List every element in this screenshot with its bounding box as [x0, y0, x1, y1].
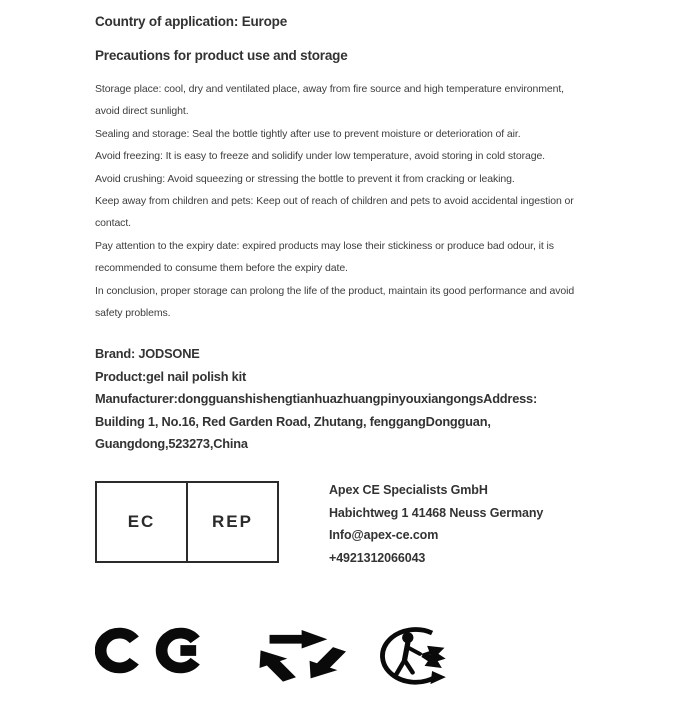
ce-mark-icon — [95, 627, 219, 674]
product-line: Product:gel nail polish kit — [95, 368, 247, 384]
rep-email: Info@apex-ce.com — [329, 528, 439, 543]
brand-line: Brand: JODSONE — [95, 346, 200, 361]
precaution-line: recommended to consume them before the expiry date. — [95, 262, 348, 275]
product-info-block — [95, 343, 537, 456]
manufacturer-line: Manufacturer:dongguanshishengtianhuazhuangpinyouxiangongsAddress: — [95, 391, 538, 406]
precaution-line: avoid direct sunlight. — [95, 105, 189, 118]
ec-rep-right-cell: REP — [186, 483, 277, 561]
rep-address: Habichtweg 1 41468 Neuss Germany — [329, 505, 544, 520]
precaution-line: Avoid freezing: It is easy to freeze and solidify under low temperature, avoid storing in cold storage. — [95, 150, 546, 163]
rep-phone: +4921312066043 — [329, 550, 426, 565]
ec-rep-left-cell: EC — [127, 512, 156, 531]
precaution-line: Keep away from children and pets: Keep out of reach of children and pets to avoid accidental ingestion or — [95, 195, 574, 208]
eu-representative-contact — [329, 479, 543, 569]
precaution-line: Pay attention to the expiry date: expired products may lose their stickiness or produce bad odour, it is — [95, 239, 554, 252]
ec-rep-box — [95, 481, 279, 563]
precaution-line: Avoid crushing: Avoid squeezing or stressing the bottle to prevent it from cracking or leaking. — [95, 172, 515, 185]
precaution-line: In conclusion, proper storage can prolong the life of the product, maintain its good performance and avoid — [95, 284, 575, 297]
precaution-line: contact. — [95, 217, 131, 230]
rep-company-name: Apex CE Specialists GmbH — [329, 483, 488, 497]
recycling-symbol-icon — [246, 625, 353, 687]
precautions-text — [95, 78, 655, 324]
precautions-heading: Precautions for product use and storage — [95, 48, 348, 63]
country-of-application-heading: Country of application: Europe — [95, 14, 287, 29]
precaution-line: Storage place: cool, dry and ventilated place, away from fire source and high temperature environment, — [95, 83, 564, 95]
precaution-line: Sealing and storage: Seal the bottle tightly after use to prevent moisture or deterioration of air. — [95, 127, 521, 140]
triman-logo-icon — [377, 626, 458, 688]
precaution-line: safety problems. — [95, 307, 171, 320]
address-line: Building 1, No.16, Red Garden Road, Zhutang, fenggangDongguan, — [95, 413, 491, 429]
address-line: Guangdong,523273,China — [95, 436, 248, 451]
